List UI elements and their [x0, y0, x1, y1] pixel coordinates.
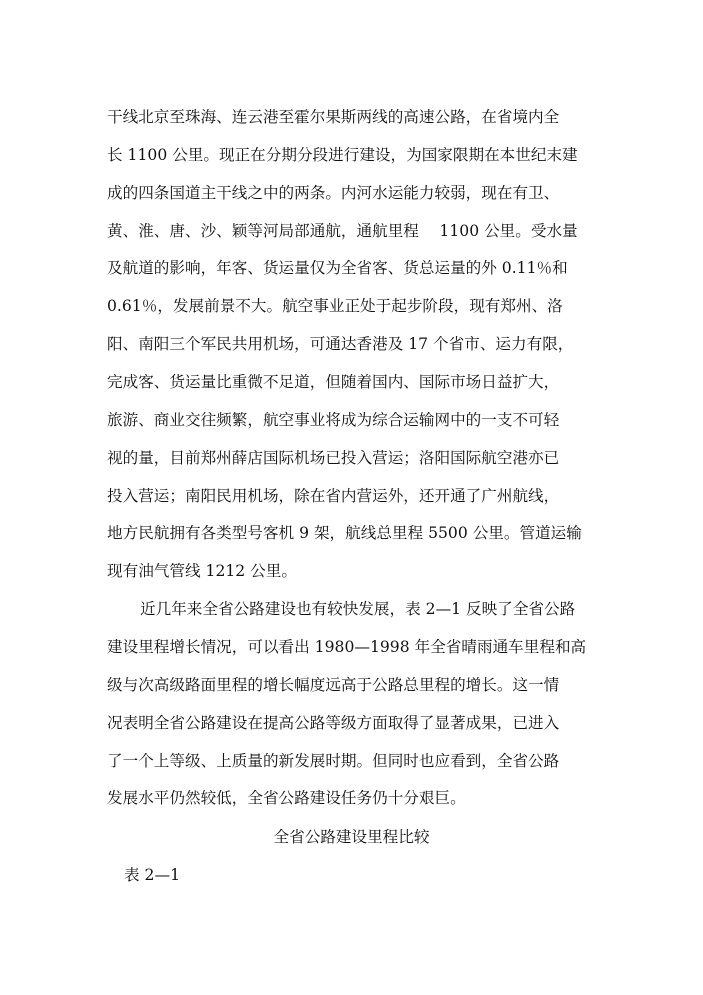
paragraph-1-line-4: 黄、淮、唐、沙、颖等河局部通航，通航里程 1100 公里。受水量 [107, 222, 578, 240]
paragraph-1-line-8: 完成客、货运量比重微不足道，但随着国内、国际市场日益扩大， [107, 373, 560, 391]
paragraph-1-line-11: 投入营运；南阳民用机场，除在省内营运外，还开通了广州航线， [107, 487, 560, 505]
paragraph-1-line-10: 视的量，目前郑州薛店国际机场已投入营运；洛阳国际航空港亦已 [107, 449, 560, 467]
paragraph-1-line-9: 旅游、商业交往频繁，航空事业将成为综合运输网中的一支不可轻 [107, 411, 560, 429]
paragraph-1-line-12: 地方民航拥有各类型号客机 9 架，航线总里程 5500 公里。管道运输 [107, 524, 582, 542]
paragraph-2-line-2: 建设里程增长情况，可以看出 1980—1998 年全省晴雨通车里程和高 [107, 638, 587, 656]
paragraph-1-line-6: 0.61％，发展前景不大。航空事业正处于起步阶段，现有郑州、洛 [107, 297, 563, 315]
paragraph-2-line-4: 况表明全省公路建设在提高公路等级方面取得了显著成果，已进入 [107, 714, 560, 732]
paragraph-2-line-6: 发展水平仍然较低，全省公路建设任务仍十分艰巨。 [107, 789, 466, 807]
paragraph-1-line-7: 阳、南阳三个军民共用机场，可通达香港及 17 个省市、运力有限， [107, 335, 574, 353]
table-caption: 全省公路建设里程比较 [273, 828, 430, 846]
paragraph-1-line-5: 及航道的影响，年客、货运量仅为全省客、货总运量的外 0.11％和 [107, 259, 568, 277]
paragraph-2-line-3: 级与次高级路面里程的增长幅度远高于公路总里程的增长。这一情 [107, 676, 560, 694]
paragraph-1-line-13: 现有油气管线 1212 公里。 [107, 562, 297, 580]
paragraph-1-line-1: 干线北京至珠海、连云港至霍尔果斯两线的高速公路，在省境内全 [107, 108, 560, 126]
table-label: 表 2—1 [124, 866, 180, 884]
paragraph-1-line-3: 成的四条国道主干线之中的两条。内河水运能力较弱，现在有卫、 [107, 184, 560, 202]
paragraph-1-line-2: 长 1100 公里。现正在分期分段进行建设，为国家限期在本世纪末建 [107, 146, 578, 164]
paragraph-2-line-5: 了一个上等级、上质量的新发展时期。但同时也应看到，全省公路 [107, 752, 560, 770]
paragraph-2-line-1: 近几年来全省公路建设也有较快发展，表 2—1 反映了全省公路 [140, 600, 576, 618]
